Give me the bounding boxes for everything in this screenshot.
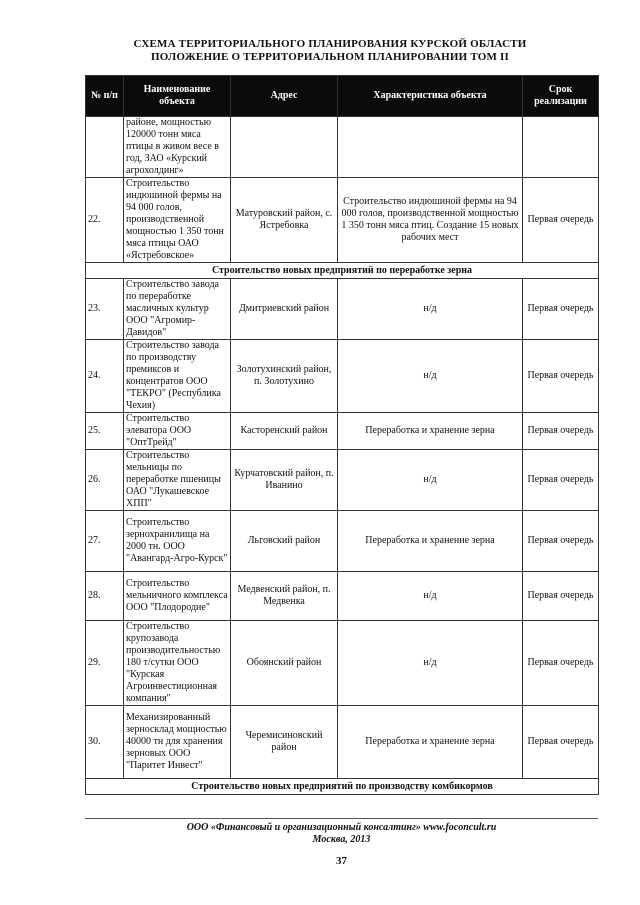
section-row xyxy=(86,779,599,795)
projects-table xyxy=(85,75,599,795)
row-address: Золотухинский район, п. Золотухино xyxy=(231,340,338,413)
row-term: Первая очередь xyxy=(523,706,599,779)
row-num: 26. xyxy=(86,450,124,511)
row-address: Обоянский район xyxy=(231,621,338,706)
row-num: 23. xyxy=(86,279,124,340)
row-description: Переработка и хранение зерна xyxy=(338,511,523,572)
row-name: Строительство крупозавода производительностью 180 т/сутки ООО "Курская Агроинвестиционная компания" xyxy=(124,621,231,706)
document-title: СХЕМА ТЕРРИТОРИАЛЬНОГО ПЛАНИРОВАНИЯ КУРСКОЙ ОБЛАСТИ xyxy=(133,38,527,50)
row-term xyxy=(523,117,599,178)
row-term: Первая очередь xyxy=(523,279,599,340)
col-num-header: № п/п xyxy=(86,76,124,117)
row-address xyxy=(231,117,338,178)
footer-company: ООО «Финансовый и организационный консалтинг» www.foconcult.ru xyxy=(186,822,497,833)
table-row xyxy=(86,572,599,621)
row-num: 25. xyxy=(86,413,124,450)
table-row xyxy=(86,511,599,572)
row-description: н/д xyxy=(338,621,523,706)
table-row xyxy=(86,621,599,706)
row-address: Касторенский район xyxy=(231,413,338,450)
footer-divider xyxy=(85,818,598,819)
row-num: 29. xyxy=(86,621,124,706)
table-row xyxy=(86,117,599,178)
col-name-header: Наименование объекта xyxy=(124,76,231,117)
row-term: Первая очередь xyxy=(523,340,599,413)
row-description: Переработка и хранение зерна xyxy=(338,413,523,450)
table-row xyxy=(86,178,599,263)
table-row xyxy=(86,279,599,340)
table-row xyxy=(86,413,599,450)
section-title: Строительство новых предприятий по производству комбикормов xyxy=(86,779,599,795)
row-description xyxy=(338,117,523,178)
row-name: Строительство элеватора ООО "ОптТрейд" xyxy=(124,413,231,450)
row-num: 30. xyxy=(86,706,124,779)
row-name: Строительство завода по переработке масличных культур ООО "Агромир-Давидов" xyxy=(124,279,231,340)
row-num: 28. xyxy=(86,572,124,621)
row-term: Первая очередь xyxy=(523,572,599,621)
row-num: 24. xyxy=(86,340,124,413)
table-header-row xyxy=(86,76,599,117)
row-description: н/д xyxy=(338,340,523,413)
row-name: Строительство зернохранилища на 2000 тн. ООО "Авангард-Агро-Курск" xyxy=(124,511,231,572)
row-name: Строительство завода по производству премиксов и концентратов ООО "ТЕКРО" (Республика Чехия) xyxy=(124,340,231,413)
row-address: Льговский район xyxy=(231,511,338,572)
row-description: Строительство индюшиной фермы на 94 000 голов, производственной мощностью 1 350 тонн мяса птиц. Создание 15 новых рабочих мест xyxy=(338,178,523,263)
row-address: Медвенский район, п. Медвенка xyxy=(231,572,338,621)
table-row xyxy=(86,706,599,779)
section-title: Строительство новых предприятий по переработке зерна xyxy=(86,263,599,279)
footer-city-year: Москва, 2013 xyxy=(312,834,371,845)
row-num: 27. xyxy=(86,511,124,572)
row-term: Первая очередь xyxy=(523,450,599,511)
row-description: Переработка и хранение зерна xyxy=(338,706,523,779)
table-row xyxy=(86,340,599,413)
table-row xyxy=(86,450,599,511)
row-term: Первая очередь xyxy=(523,413,599,450)
row-address: Курчатовский район, п. Иванино xyxy=(231,450,338,511)
row-term: Первая очередь xyxy=(523,178,599,263)
row-name: районе, мощностью 120000 тонн мяса птицы в живом весе в год, ЗАО «Курский агрохолдинг» xyxy=(124,117,231,178)
row-description: н/д xyxy=(338,450,523,511)
document-subtitle: ПОЛОЖЕНИЕ О ТЕРРИТОРИАЛЬНОМ ПЛАНИРОВАНИИ ТОМ II xyxy=(151,51,509,63)
section-row xyxy=(86,263,599,279)
row-term: Первая очередь xyxy=(523,621,599,706)
row-address: Черемисиновский район xyxy=(231,706,338,779)
row-name: Строительство индюшиной фермы на 94 000 голов, производственной мощностью 1 350 тонн мяса птицы ОАО «Ястребовское» xyxy=(124,178,231,263)
col-address-header: Адрес xyxy=(231,76,338,117)
row-address: Дмитриевский район xyxy=(231,279,338,340)
row-num: 22. xyxy=(86,178,124,263)
row-name: Механизированный зерносклад мощностью 40000 тн для хранения зерновых ООО "Паритет Инвест" xyxy=(124,706,231,779)
row-name: Строительство мельничного комплекса ООО "Плодородие" xyxy=(124,572,231,621)
row-name: Строительство мельницы по переработке пшеницы ОАО "Лукашевское ХПП" xyxy=(124,450,231,511)
col-description-header: Характеристика объекта xyxy=(338,76,523,117)
row-num xyxy=(86,117,124,178)
col-term-header: Срок реализации xyxy=(523,76,599,117)
row-description: н/д xyxy=(338,572,523,621)
page-number: 37 xyxy=(336,855,347,867)
row-description: н/д xyxy=(338,279,523,340)
row-address: Матуровский район, с. Ястребовка xyxy=(231,178,338,263)
row-term: Первая очередь xyxy=(523,511,599,572)
